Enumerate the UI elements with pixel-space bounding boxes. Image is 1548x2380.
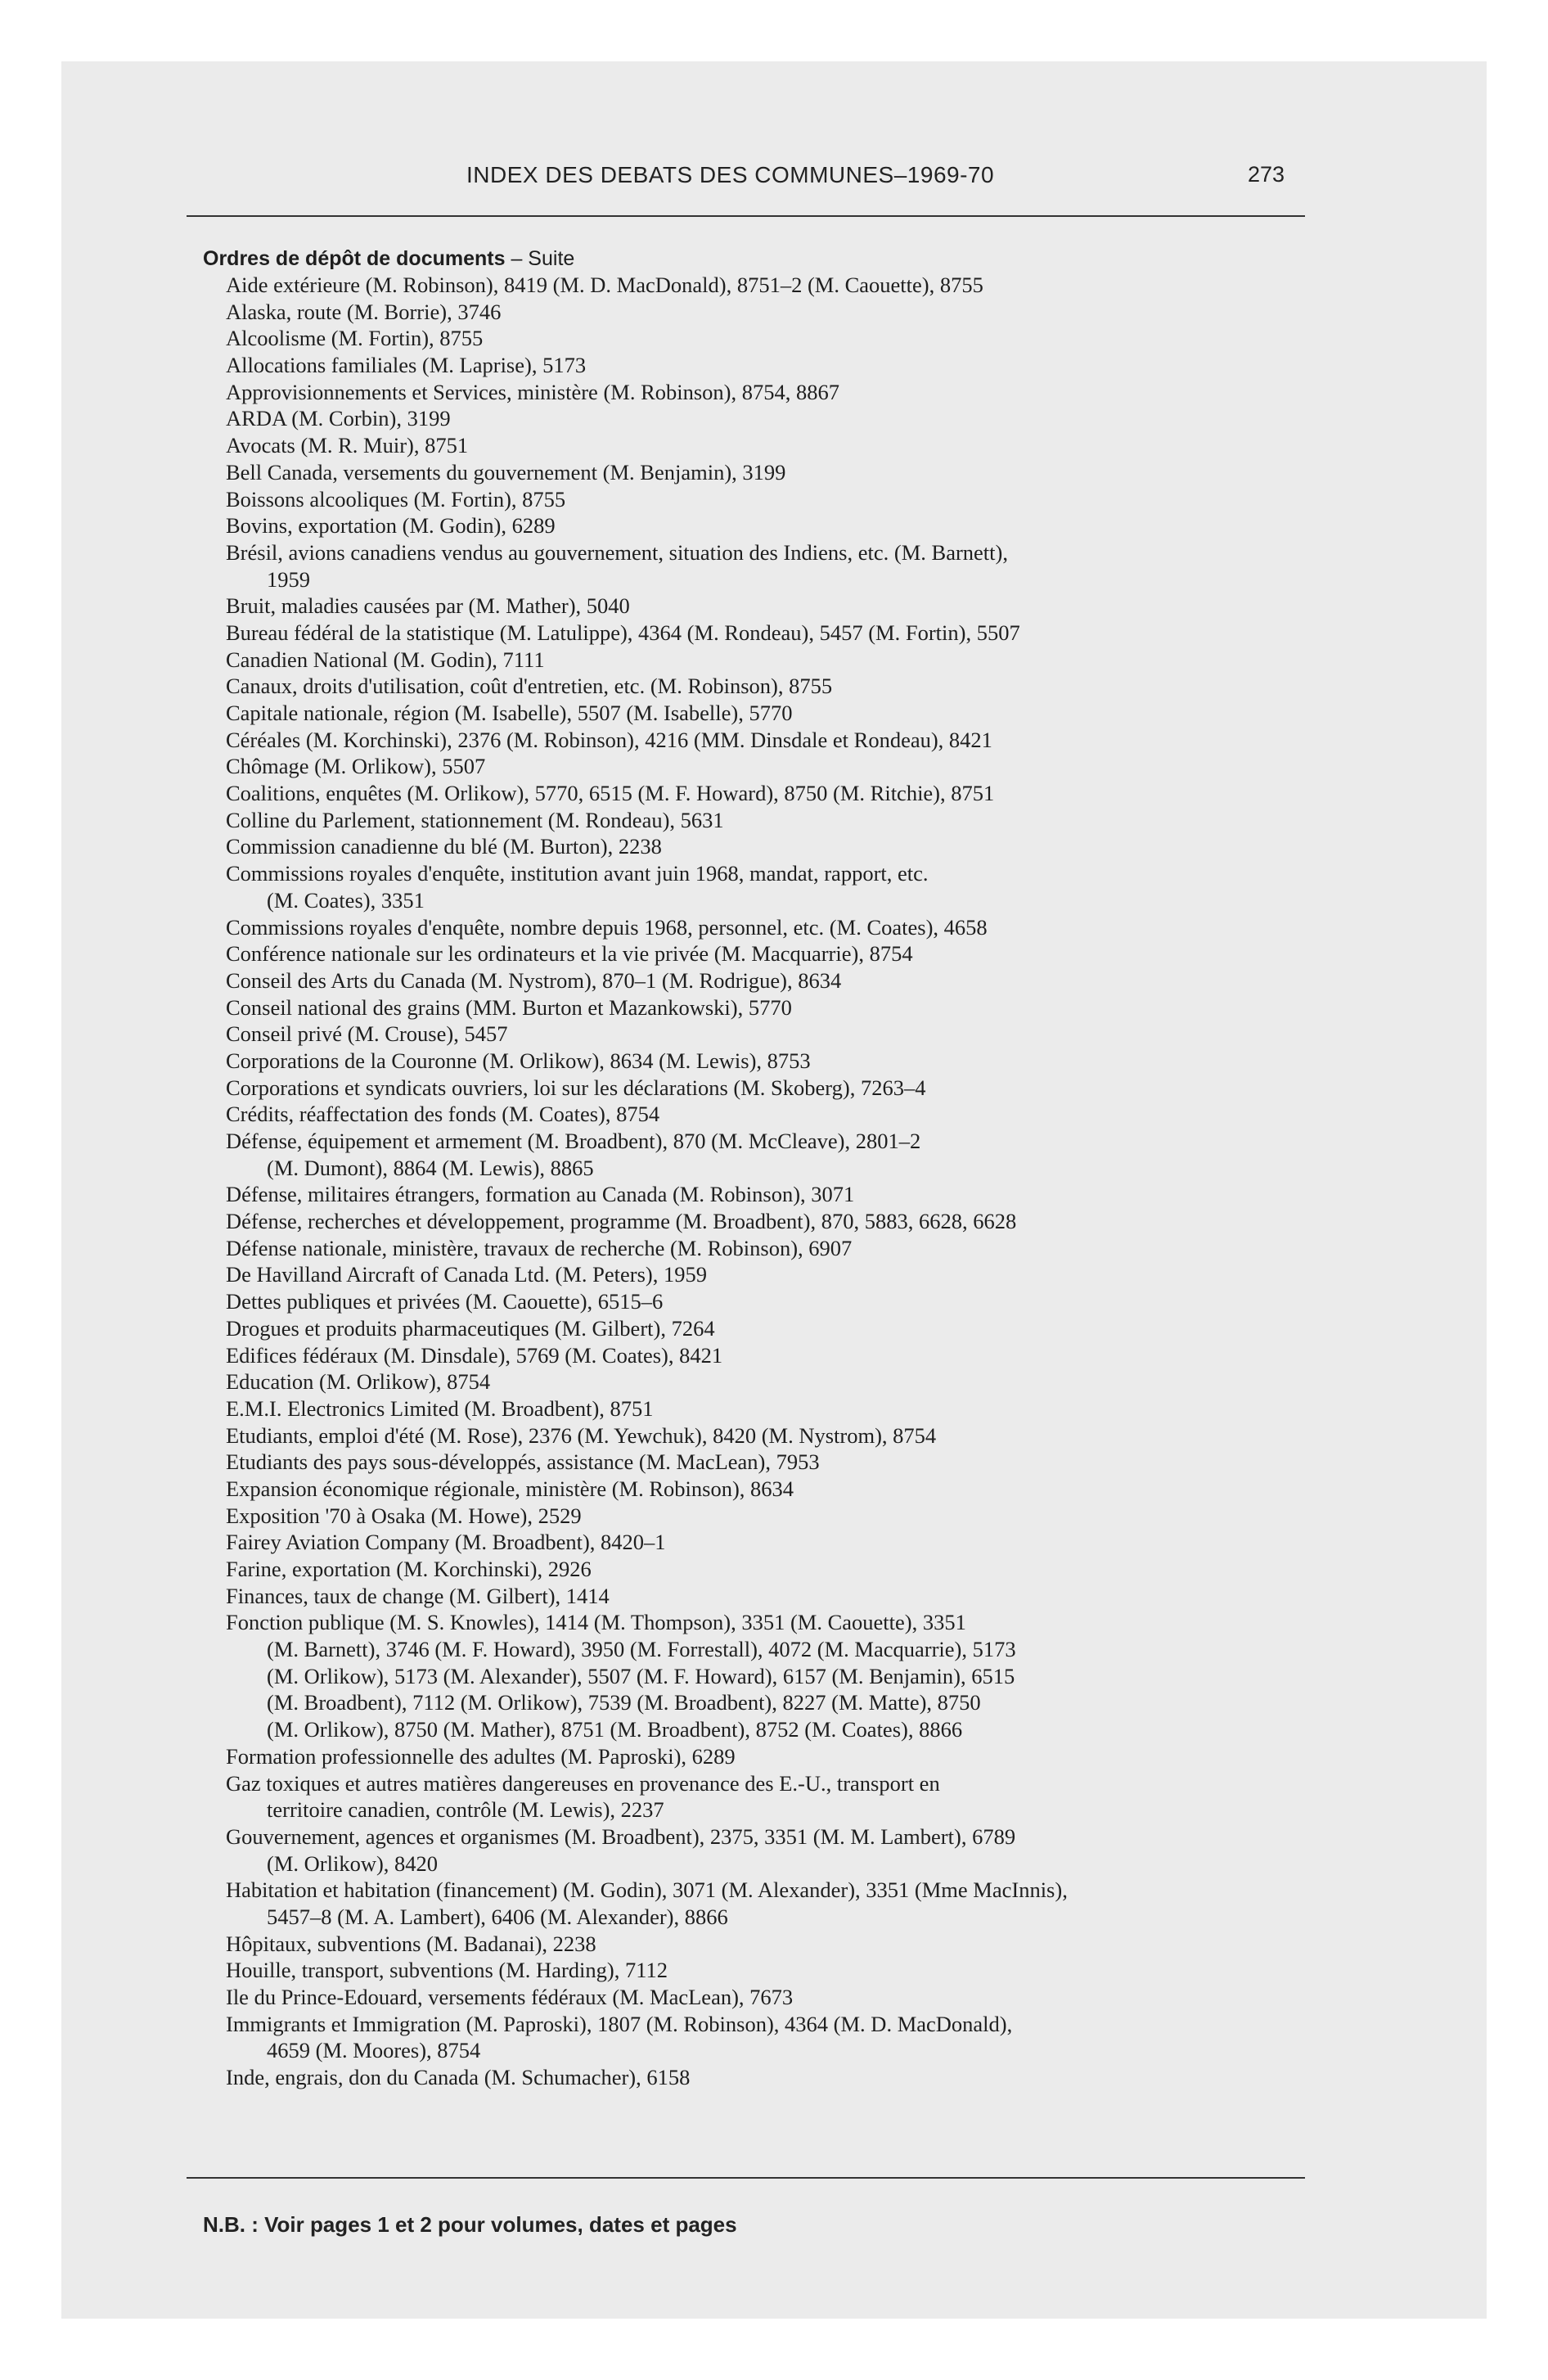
index-entry: Dettes publiques et privées (M. Caouette), 6515–6: [226, 1289, 664, 1314]
index-entry: Drogues et produits pharmaceutiques (M. Gilbert), 7264: [226, 1315, 715, 1341]
index-entry: Capitale nationale, région (M. Isabelle), 5507 (M. Isabelle), 5770: [226, 701, 793, 725]
index-entry: Coalitions, enquêtes (M. Orlikow), 5770, 6515 (M. F. Howard), 8750 (M. Ritchie), 8751: [226, 781, 995, 806]
index-entry: Conseil privé (M. Crouse), 5457: [226, 1021, 508, 1047]
index-entry: ARDA (M. Corbin), 3199: [226, 406, 451, 431]
index-entry: Défense, équipement et armement (M. Broadbent), 870 (M. McCleave), 2801–2: [226, 1129, 921, 1153]
index-entry: Approvisionnements et Services, ministère (M. Robinson), 8754, 8867: [226, 379, 840, 404]
index-entry: Corporations de la Couronne (M. Orlikow), 8634 (M. Lewis), 8753: [226, 1048, 811, 1073]
index-entry: Etudiants, emploi d'été (M. Rose), 2376 (M. Yewchuk), 8420 (M. Nystrom), 8754: [226, 1422, 937, 1448]
index-entry: Commission canadienne du blé (M. Burton), 2238: [226, 834, 662, 859]
index-entry-continuation: (M. Barnett), 3746 (M. F. Howard), 3950 (M. Forrestall), 4072 (M. Macquarrie), 5173: [267, 1637, 1016, 1662]
index-entry: Boissons alcooliques (M. Fortin), 8755: [226, 486, 566, 512]
index-entry: Conseil des Arts du Canada (M. Nystrom), 870–1 (M. Rodrigue), 8634: [226, 967, 842, 993]
index-entry: Gouvernement, agences et organismes (M. Broadbent), 2375, 3351 (M. M. Lambert), 6789: [226, 1823, 1016, 1849]
index-entry: Hôpitaux, subventions (M. Badanai), 2238: [226, 1931, 596, 1956]
index-entry: Fonction publique (M. S. Knowles), 1414 (M. Thompson), 3351 (M. Caouette), 3351: [226, 1610, 966, 1635]
index-entry: Corporations et syndicats ouvriers, loi sur les déclarations (M. Skoberg), 7263–4: [226, 1075, 926, 1100]
index-entry: Exposition '70 à Osaka (M. Howe), 2529: [226, 1503, 582, 1528]
index-entry-continuation: (M. Broadbent), 7112 (M. Orlikow), 7539 (M. Broadbent), 8227 (M. Matte), 8750: [267, 1690, 981, 1715]
index-entry-continuation: (M. Orlikow), 5173 (M. Alexander), 5507 (M. F. Howard), 6157 (M. Benjamin), 6515: [267, 1663, 1015, 1688]
index-entry: Défense nationale, ministère, travaux de recherche (M. Robinson), 6907: [226, 1235, 853, 1260]
index-entry: Finances, taux de change (M. Gilbert), 1414: [226, 1583, 610, 1608]
index-entry: Défense, recherches et développement, programme (M. Broadbent), 870, 5883, 6628, 6628: [226, 1209, 1017, 1234]
index-entry: Avocats (M. R. Muir), 8751: [226, 433, 469, 458]
running-title: INDEX DES DEBATS DES COMMUNES–1969-70: [466, 162, 995, 187]
index-entry: Conseil national des grains (MM. Burton et Mazankowski), 5770: [226, 994, 792, 1020]
index-entry-continuation: territoire canadien, contrôle (M. Lewis), 2237: [267, 1797, 664, 1823]
page-header: [188, 162, 1285, 203]
index-entry-continuation: (M. Dumont), 8864 (M. Lewis), 8865: [267, 1155, 594, 1180]
index-entry: Bell Canada, versements du gouvernement (M. Benjamin), 3199: [226, 459, 786, 485]
index-entry: Allocations familiales (M. Laprise), 5173: [226, 353, 587, 378]
index-entry-continuation: (M. Orlikow), 8420: [267, 1850, 439, 1876]
index-entry: Colline du Parlement, stationnement (M. Rondeau), 5631: [226, 807, 724, 832]
index-entry: Education (M. Orlikow), 8754: [226, 1369, 491, 1395]
index-entry: Expansion économique régionale, ministère (M. Robinson), 8634: [226, 1476, 794, 1501]
index-entry: Houille, transport, subventions (M. Harding), 7112: [226, 1958, 668, 1983]
index-entry: Commissions royales d'enquête, institution avant juin 1968, mandat, rapport, etc.: [226, 861, 929, 886]
index-entry: Formation professionnelle des adultes (M. Paproski), 6289: [226, 1743, 736, 1769]
footer-rule: [187, 2177, 1305, 2179]
index-entry: Edifices fédéraux (M. Dinsdale), 5769 (M. Coates), 8421: [226, 1342, 723, 1368]
index-entry: Etudiants des pays sous-développés, assistance (M. MacLean), 7953: [226, 1449, 820, 1475]
index-entry: Bureau fédéral de la statistique (M. Latulippe), 4364 (M. Rondeau), 5457 (M. Fortin), 5507: [226, 620, 1020, 645]
index-entry: Conférence nationale sur les ordinateurs et la vie privée (M. Macquarrie), 8754: [226, 941, 913, 967]
index-entry: Crédits, réaffectation des fonds (M. Coates), 8754: [226, 1102, 660, 1127]
index-entry: Inde, engrais, don du Canada (M. Schumacher), 6158: [226, 2065, 691, 2090]
index-entry: Ile du Prince-Edouard, versements fédéraux (M. MacLean), 7673: [226, 1985, 794, 2009]
index-entry: Habitation et habitation (financement) (M. Godin), 3071 (M. Alexander), 3351 (Mme MacInnis),: [226, 1877, 1068, 1903]
index-entry: Aide extérieure (M. Robinson), 8419 (M. D. MacDonald), 8751–2 (M. Caouette), 8755: [226, 273, 983, 297]
section-heading-title: Ordres de dépôt de documents: [203, 247, 506, 270]
index-entries: [226, 272, 1348, 2091]
index-entry: Bovins, exportation (M. Godin), 6289: [226, 513, 556, 539]
index-entry: Chômage (M. Orlikow), 5507: [226, 754, 486, 779]
index-entry: De Havilland Aircraft of Canada Ltd. (M. Peters), 1959: [226, 1262, 707, 1287]
index-entry-continuation: 1959: [267, 566, 310, 592]
section-heading-continued: – Suite: [505, 247, 575, 270]
index-section: [203, 246, 1348, 2091]
index-entry: Canadien National (M. Godin), 7111: [226, 647, 545, 672]
index-entry: Gaz toxiques et autres matières dangereuses en provenance des E.-U., transport en: [226, 1770, 940, 1796]
index-entry: Canaux, droits d'utilisation, coût d'entretien, etc. (M. Robinson), 8755: [226, 674, 833, 699]
header-rule: [187, 215, 1305, 217]
index-entry: E.M.I. Electronics Limited (M. Broadbent), 8751: [226, 1395, 654, 1421]
index-entry: Alaska, route (M. Borrie), 3746: [226, 299, 502, 324]
index-entry-continuation: (M. Orlikow), 8750 (M. Mather), 8751 (M. Broadbent), 8752 (M. Coates), 8866: [267, 1717, 963, 1742]
index-entry: Commissions royales d'enquête, nombre depuis 1968, personnel, etc. (M. Coates), 4658: [226, 914, 988, 940]
index-entry: Farine, exportation (M. Korchinski), 2926: [226, 1557, 592, 1581]
index-entry: Bruit, maladies causées par (M. Mather), 5040: [226, 593, 630, 619]
index-entry: Défense, militaires étrangers, formation au Canada (M. Robinson), 3071: [226, 1182, 855, 1207]
section-heading: [203, 246, 1348, 272]
page-number: 273: [1247, 162, 1285, 187]
index-entry: Céréales (M. Korchinski), 2376 (M. Robinson), 4216 (MM. Dinsdale et Rondeau), 8421: [226, 727, 992, 752]
index-entry-continuation: 4659 (M. Moores), 8754: [267, 2038, 481, 2063]
index-entry-continuation: 5457–8 (M. A. Lambert), 6406 (M. Alexander), 8866: [267, 1904, 728, 1929]
index-entry: Alcoolisme (M. Fortin), 8755: [226, 326, 484, 351]
index-entry-continuation: (M. Coates), 3351: [267, 887, 425, 913]
index-entry: Fairey Aviation Company (M. Broadbent), 8420–1: [226, 1530, 666, 1555]
index-entry: Brésil, avions canadiens vendus au gouvernement, situation des Indiens, etc. (M. Barnett),: [226, 539, 1008, 565]
footer-note: N.B. : Voir pages 1 et 2 pour volumes, dates et pages: [203, 2212, 737, 2237]
index-entry: Immigrants et Immigration (M. Paproski), 1807 (M. Robinson), 4364 (M. D. MacDonald),: [226, 2011, 1013, 2036]
